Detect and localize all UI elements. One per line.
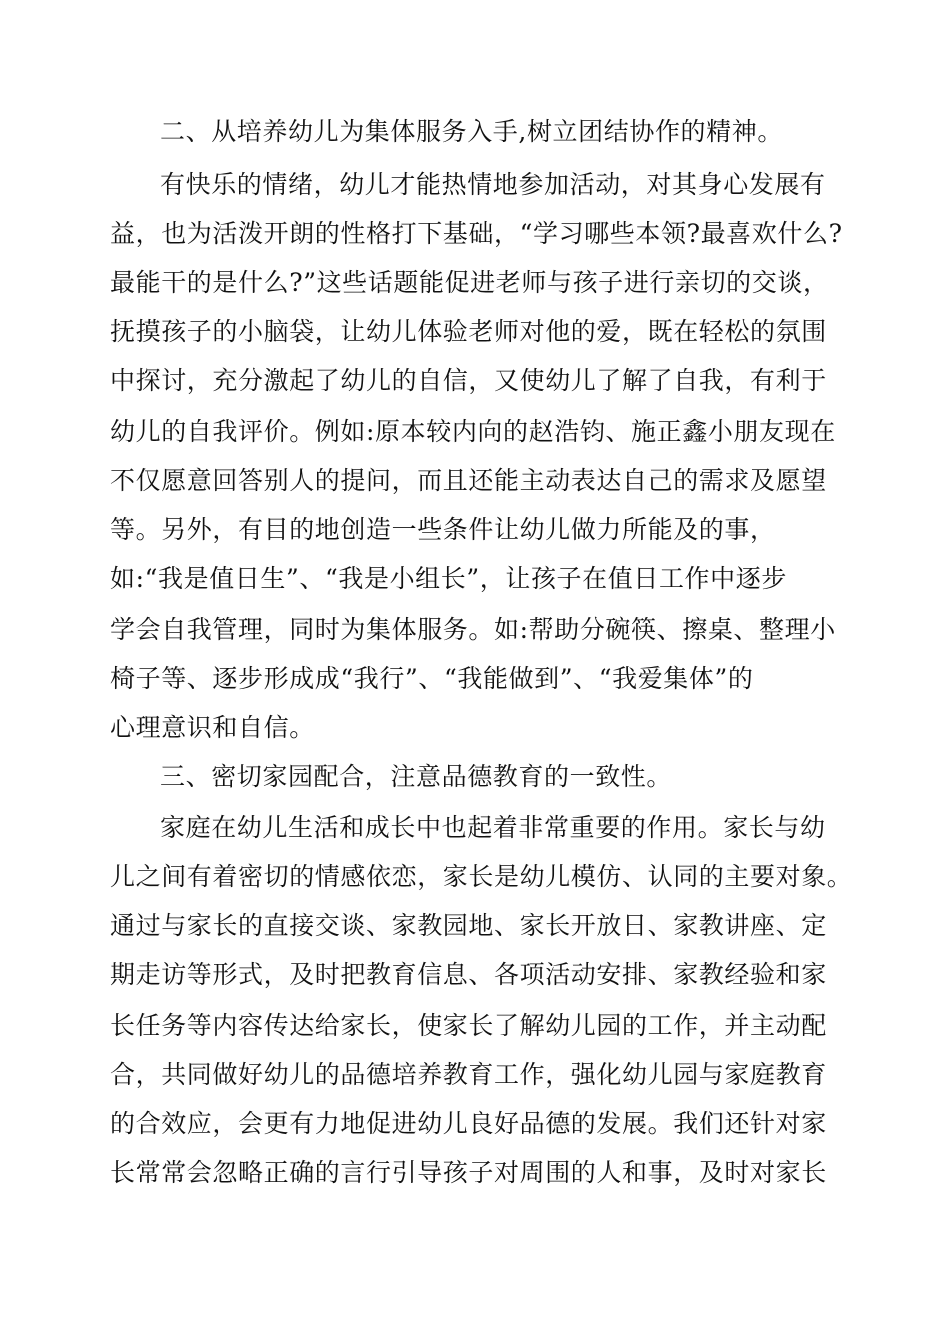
paragraph-line: 长常常会忽略正确的言行引导孩子对周围的人和事，及时对家长 — [110, 1158, 827, 1187]
paragraph-line: 如:“我是值日生”、“我是小组长”，让孩子在值日工作中逐步 — [110, 564, 787, 593]
paragraph-line: 学会自我管理，同时为集体服务。如:帮助分碗筷、擦桌、整理小 — [110, 615, 836, 644]
paragraph-line: 抚摸孩子的小脑袋，让幼儿体验老师对他的爱，既在轻松的氛围 — [110, 317, 827, 346]
paragraph-line: 最能干的是什么?”这些话题能促进老师与孩子进行亲切的交谈， — [110, 268, 829, 297]
paragraph-line: 心理意识和自信。 — [110, 713, 315, 742]
paragraph-line: 儿之间有着密切的情感依恋，家长是幼儿模仿、认同的主要对象。 — [110, 862, 853, 891]
paragraph-line: 椅子等、逐步形成成“我行”、“我能做到”、“我爱集体”的 — [110, 664, 754, 693]
paragraph-line: 长任务等内容传达给家长，使家长了解幼儿园的工作，并主动配 — [110, 1011, 827, 1040]
paragraph-line: 合，共同做好幼儿的品德培养教育工作，强化幼儿园与家庭教育 — [110, 1060, 827, 1089]
paragraph-line: 幼儿的自我评价。例如:原本较内向的赵浩钧、施正鑫小朋友现在 — [110, 417, 836, 446]
paragraph-line: 的合效应，会更有力地促进幼儿良好品德的发展。我们还针对家 — [110, 1109, 827, 1138]
paragraph-line: 益，也为活泼开朗的性格打下基础，“学习哪些本领?最喜欢什么? — [110, 219, 843, 248]
paragraph-line: 家庭在幼儿生活和成长中也起着非常重要的作用。家长与幼 — [160, 813, 826, 842]
paragraph-line: 中探讨，充分激起了幼儿的自信，又使幼儿了解了自我，有利于 — [110, 366, 827, 395]
paragraph-line: 有快乐的情绪，幼儿才能热情地参加活动，对其身心发展有 — [160, 170, 826, 199]
paragraph-line: 通过与家长的直接交谈、家教园地、家长开放日、家教讲座、定 — [110, 911, 827, 940]
section-heading-3: 三、密切家园配合，注意品德教育的一致性。 — [160, 762, 673, 791]
paragraph-line: 期走访等形式，及时把教育信息、各项活动安排、家教经验和家 — [110, 960, 827, 989]
paragraph-line: 不仅愿意回答别人的提问，而且还能主动表达自己的需求及愿望 — [110, 466, 827, 495]
paragraph-line: 等。另外，有目的地创造一些条件让幼儿做力所能及的事， — [110, 515, 776, 544]
section-heading-2: 二、从培养幼儿为集体服务入手,树立团结协作的精神。 — [160, 117, 783, 146]
